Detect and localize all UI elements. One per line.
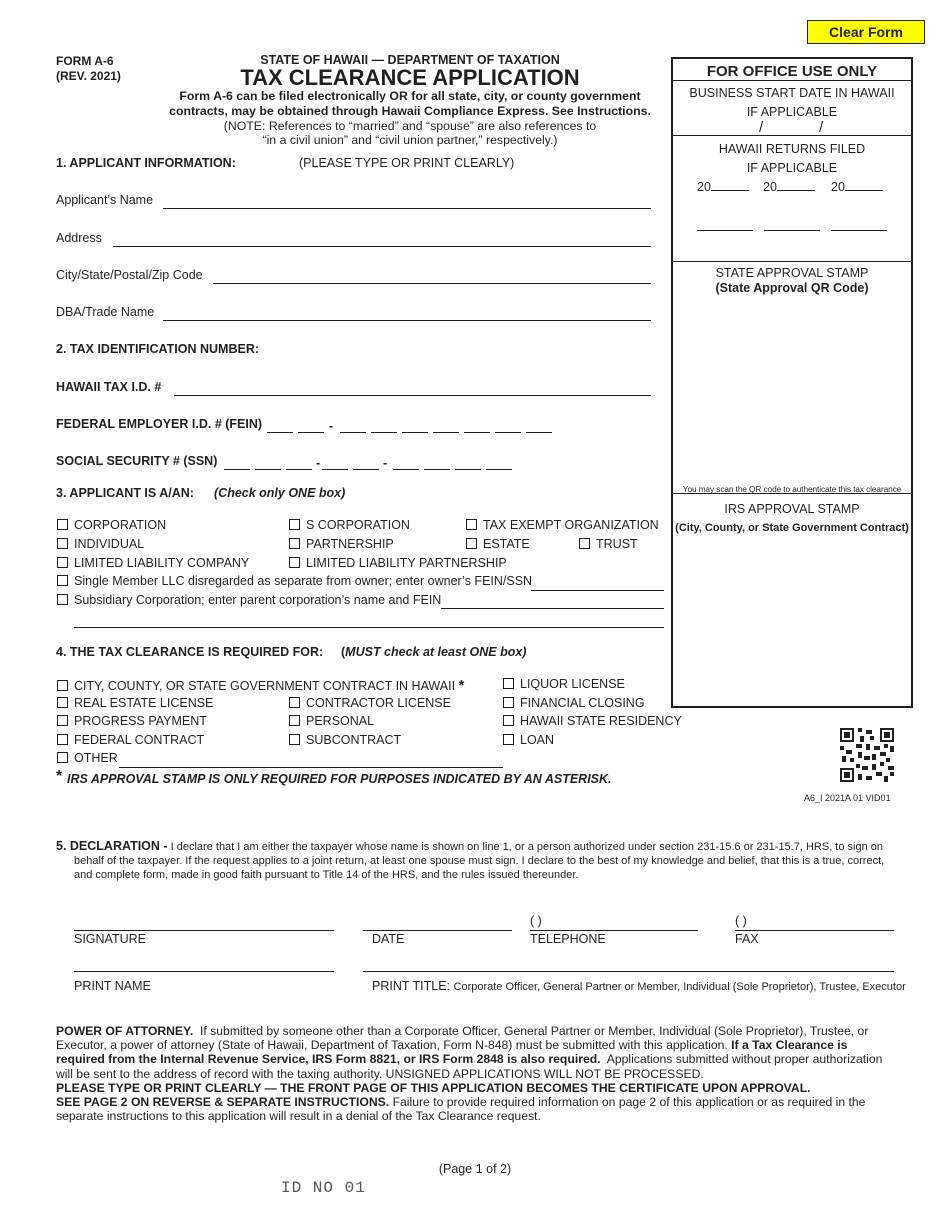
start-date-slash-1: / <box>759 119 764 136</box>
checkbox-partnership[interactable]: PARTNERSHIP <box>289 537 394 551</box>
city-state-zip-label: City/State/Postal/Zip Code <box>56 268 203 282</box>
section-3-hint: (Check only ONE box) <box>214 486 346 500</box>
checkbox-government-contract[interactable]: CITY, COUNTY, OR STATE GOVERNMENT CONTRACT IN HAWAII * <box>57 677 464 694</box>
dba-field[interactable] <box>163 320 651 321</box>
print-title-field[interactable] <box>363 971 894 972</box>
checkbox-estate[interactable]: ESTATE <box>466 537 530 551</box>
checkbox-other[interactable]: OTHER <box>57 751 118 765</box>
checkbox-llp[interactable]: LIMITED LIABILITY PARTNERSHIP <box>289 556 507 570</box>
date-field[interactable] <box>363 930 512 931</box>
checkbox-loan[interactable]: LOAN <box>503 733 554 747</box>
business-start-applicable: IF APPLICABLE <box>746 105 838 119</box>
ssn-field[interactable]: - - <box>224 456 514 472</box>
address-label: Address <box>56 231 102 245</box>
note-line-1: (NOTE: References to “married” and “spouse” are also references to <box>223 119 597 133</box>
fein-field[interactable]: - <box>267 419 557 435</box>
signature-label: SIGNATURE <box>74 932 146 946</box>
applicant-name-label: Applicant’s Name <box>56 193 154 207</box>
checkbox-tax-exempt[interactable]: TAX EXEMPT ORGANIZATION <box>466 518 659 532</box>
checkbox-corporation[interactable]: CORPORATION <box>57 518 166 532</box>
note-line-2: “in a civil union” and “civil union partner,” respectively.) <box>262 133 558 147</box>
agency-name: STATE OF HAWAII — DEPARTMENT OF TAXATION <box>260 53 560 67</box>
id-number: ID NO 01 <box>281 1179 366 1197</box>
checkbox-subcontract[interactable]: SUBCONTRACT <box>289 733 401 747</box>
irs-approval-stamp-label: IRS APPROVAL STAMP <box>724 502 860 516</box>
form-revision: (REV. 2021) <box>56 69 121 83</box>
print-name-label: PRINT NAME <box>74 979 151 993</box>
print-name-field[interactable] <box>74 971 334 972</box>
fax-label: FAX <box>735 932 759 946</box>
irs-approval-note: (City, County, or State Government Contract) <box>675 522 909 534</box>
checkbox-subsidiary-corporation[interactable]: Subsidiary Corporation; enter parent corporation’s name and FEIN <box>57 593 441 607</box>
state-approval-stamp-label: STATE APPROVAL STAMP <box>715 266 869 280</box>
fax-field[interactable] <box>735 930 894 931</box>
section-4-hint: (MUST check at least ONE box) <box>341 645 527 659</box>
checkbox-real-estate-license[interactable]: REAL ESTATE LICENSE <box>57 696 213 710</box>
checkbox-s-corporation[interactable]: S CORPORATION <box>289 518 410 532</box>
checkbox-llc[interactable]: LIMITED LIABILITY COMPANY <box>57 556 249 570</box>
fein-label: FEDERAL EMPLOYER I.D. # (FEIN) <box>56 417 263 431</box>
ssn-label: SOCIAL SECURITY # (SSN) <box>56 454 218 468</box>
address-field[interactable] <box>113 246 651 247</box>
fax-parens: ( ) <box>735 914 747 928</box>
city-state-zip-field[interactable] <box>213 283 651 284</box>
telephone-label: TELEPHONE <box>530 932 606 946</box>
checkbox-progress-payment[interactable]: PROGRESS PAYMENT <box>57 714 207 728</box>
form-id: FORM A-6 <box>56 54 114 68</box>
telephone-parens: ( ) <box>530 914 542 928</box>
returns-filed-label: HAWAII RETURNS FILED <box>718 142 866 156</box>
irs-footnote: IRS APPROVAL STAMP IS ONLY REQUIRED FOR PURPOSES INDICATED BY AN ASTERISK. <box>67 772 612 786</box>
print-clearly-notice: PLEASE TYPE OR PRINT CLEARLY — THE FRONT PAGE OF THIS APPLICATION BECOMES THE CERTIFICATE UPON APPROVAL. <box>56 1080 811 1095</box>
other-field[interactable] <box>119 767 503 768</box>
checkbox-financial-closing[interactable]: FINANCIAL CLOSING <box>503 696 645 710</box>
section-2-heading: 2. TAX IDENTIFICATION NUMBER: <box>56 342 260 356</box>
checkbox-federal-contract[interactable]: FEDERAL CONTRACT <box>57 733 204 747</box>
qr-code-label: A6_I 2021A 01 VID01 <box>804 793 891 803</box>
qr-scan-note: You may scan the QR code to authenticate this tax clearance <box>682 484 902 494</box>
section-3-heading: 3. APPLICANT IS A/AN: <box>56 486 194 500</box>
applicant-name-field[interactable] <box>163 208 651 209</box>
checkbox-single-member-llc[interactable]: Single Member LLC disregarded as separate from owner; enter owner’s FEIN/SSN <box>57 574 532 588</box>
returns-filed-applicable: IF APPLICABLE <box>746 161 838 175</box>
clear-form-button[interactable]: Clear Form <box>807 20 925 44</box>
office-use-box <box>671 57 913 708</box>
print-title-label: PRINT TITLE: Corporate Officer, General Partner or Member, Individual (Sole Proprietor), Trustee, Executor <box>372 979 906 993</box>
return-year-3: 20 <box>831 180 883 194</box>
office-use-title: FOR OFFICE USE ONLY <box>706 63 878 80</box>
business-start-label: BUSINESS START DATE IN HAWAII <box>689 86 895 100</box>
footnote-asterisk: * <box>56 768 63 785</box>
signature-field[interactable] <box>74 930 334 931</box>
page-number: (Page 1 of 2) <box>438 1162 512 1176</box>
parent-corporation-field-2[interactable] <box>74 627 664 628</box>
page-title: TAX CLEARANCE APPLICATION <box>240 65 580 90</box>
hawaii-tax-id-label: HAWAII TAX I.D. # <box>56 380 162 394</box>
hawaii-tax-id-field[interactable] <box>174 395 651 396</box>
intro-line-2: contracts, may be obtained through Hawaii Compliance Express. See Instructions. <box>169 104 651 118</box>
date-label: DATE <box>372 932 405 946</box>
declaration: 5. DECLARATION - I declare that I am either the taxpayer whose name is shown on line 1, or a person authorized under section 231-15.6 or 231-15.7, HRS, to sign on behalf of the taxpayer. If the request applies to a joint return, at least one spouse must sign. I declare to the best of my knowledge and belief, that this is a true, correct, and complete form, made in good faith pursuant to Title 14 of the HRS, and the rules issued thereunder. <box>56 839 885 881</box>
owner-fein-ssn-field[interactable] <box>531 590 664 591</box>
checkbox-hawaii-residency[interactable]: HAWAII STATE RESIDENCY <box>503 714 682 728</box>
section-1-hint: (PLEASE TYPE OR PRINT CLEARLY) <box>299 156 515 170</box>
intro-line-1: Form A-6 can be filed electronically OR for all state, city, or county government <box>179 89 641 103</box>
checkbox-individual[interactable]: INDIVIDUAL <box>57 537 144 551</box>
state-approval-qr-label: (State Approval QR Code) <box>715 281 869 295</box>
section-4-heading: 4. THE TAX CLEARANCE IS REQUIRED FOR: <box>56 645 324 659</box>
return-year-2: 20 <box>763 180 815 194</box>
power-of-attorney: POWER OF ATTORNEY. If submitted by someone other than a Corporate Officer, General Partner or Member, Individual (Sole Proprietor), Trustee, or Executor, a power of attorney (State of Hawaii, Department of Taxation, Form N-848) must be submitted with this application. If a Tax Clearance is required from the Internal Revenue Service, IRS Form 8821, or IRS Form 2848 is also required. Applications submitted without proper authorization will be sent to the address of record with the taxing authority. UNSIGNED APPLICATIONS WILL NOT BE PROCESSED. PLEASE TYPE OR PRINT CLEARLY — THE FRONT PAGE OF THIS APPLICATION BECOMES THE CERTIFICATE UPON APPROVAL. SEE PAGE 2 ON REVERSE & SEPARATE INSTRUCTIONS. Failure to provide required information on page 2 of this application or as required in the separate instructions to this application will result in a denial of the Tax Clearance request. <box>56 1024 883 1124</box>
checkbox-contractor-license[interactable]: CONTRACTOR LICENSE <box>289 696 451 710</box>
return-year-1: 20 <box>697 180 749 194</box>
section-1-heading: 1. APPLICANT INFORMATION: <box>56 156 236 170</box>
checkbox-liquor-license[interactable]: LIQUOR LICENSE <box>503 677 625 691</box>
telephone-field[interactable] <box>530 930 698 931</box>
start-date-slash-2: / <box>819 119 824 136</box>
parent-corporation-field[interactable] <box>441 608 664 609</box>
checkbox-trust[interactable]: TRUST <box>579 537 638 551</box>
dba-label: DBA/Trade Name <box>56 305 155 319</box>
qr-code-icon <box>840 728 894 782</box>
checkbox-personal[interactable]: PERSONAL <box>289 714 374 728</box>
